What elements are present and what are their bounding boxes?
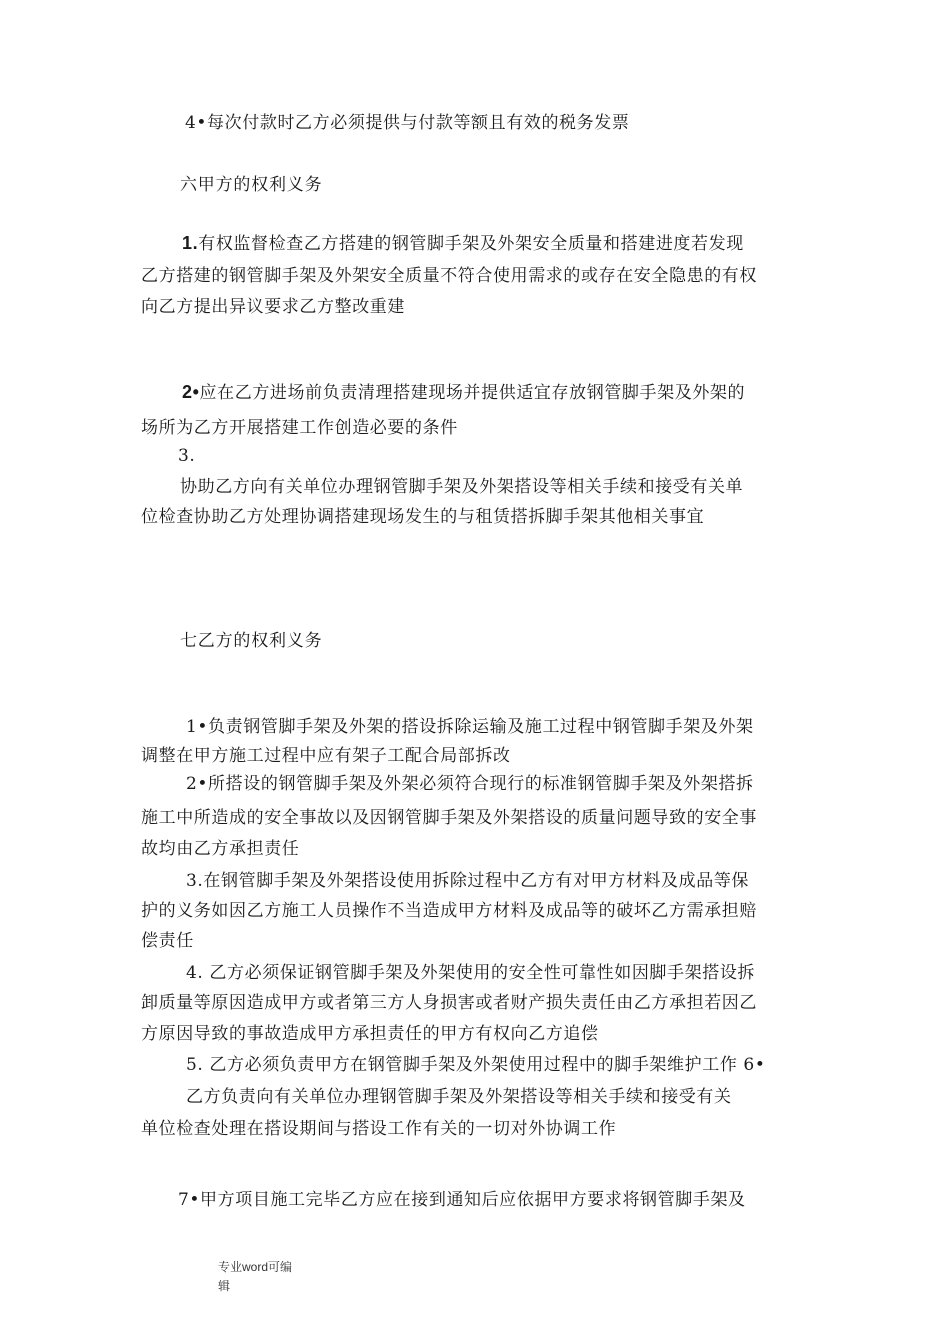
s6-item1-num: 1. xyxy=(182,233,199,253)
footer-line2: 辑 xyxy=(218,1279,231,1293)
s6-item2-line2: 场所为乙方开展搭建工作创造必要的条件 xyxy=(141,418,458,438)
s7-heading: 七乙方的权利义务 xyxy=(180,631,323,651)
s7-item4-line1: 4. 乙方必须保证钢管脚手架及外架使用的安全性可靠性如因脚手架搭设拆 xyxy=(186,963,756,983)
s7-item2-line1: 2•所搭设的钢管脚手架及外架必须符合现行的标准钢管脚手架及外架搭拆 xyxy=(186,774,754,794)
s7-item4-line3: 方原因导致的事故造成甲方承担责任的甲方有权向乙方追偿 xyxy=(141,1024,599,1044)
s6-heading: 六甲方的权利义务 xyxy=(180,175,323,195)
s7-item5: 5. 乙方必须负责甲方在钢管脚手架及外架使用过程中的脚手架维护工作 6• xyxy=(186,1055,766,1075)
s7-item6-line2: 单位检查处理在搭设期间与搭设工作有关的一切对外协调工作 xyxy=(141,1119,617,1139)
s6-item1-line2: 乙方搭建的钢管脚手架及外架安全质量不符合使用需求的或存在安全隐患的有权 xyxy=(141,266,757,286)
s7-item7: 7•甲方项目施工完毕乙方应在接到通知后应依据甲方要求将钢管脚手架及 xyxy=(178,1190,746,1210)
s6-item1-line3: 向乙方提出异议要求乙方整改重建 xyxy=(141,297,405,317)
s6-item3-line1: 协助乙方向有关单位办理钢管脚手架及外架搭设等相关手续和接受有关单 xyxy=(180,477,744,497)
s7-item1-line2: 调整在甲方施工过程中应有架子工配合局部拆改 xyxy=(141,746,511,766)
s7-item3-line1: 3.在钢管脚手架及外架搭设使用拆除过程中乙方有对甲方材料及成品等保 xyxy=(186,871,750,891)
s6-item2-line1: 2•应在乙方进场前负责清理搭建现场并提供适宜存放钢管脚手架及外架的 xyxy=(182,382,746,403)
s7-item3-line2: 护的义务如因乙方施工人员操作不当造成甲方材料及成品等的破坏乙方需承担赔 xyxy=(141,901,757,921)
s7-item1-line1: 1•负责钢管脚手架及外架的搭设拆除运输及施工过程中钢管脚手架及外架 xyxy=(186,717,754,737)
s5-item4: 4•每次付款时乙方必须提供与付款等额且有效的税务发票 xyxy=(185,113,630,133)
s7-item3-line3: 偿责任 xyxy=(141,931,194,951)
s7-item2-line2: 施工中所造成的安全事故以及因钢管脚手架及外架搭设的质量问题导致的安全事 xyxy=(141,808,757,828)
s6-item3-line2: 位检查协助乙方处理协调搭建现场发生的与租赁搭拆脚手架其他相关事宜 xyxy=(141,507,705,527)
s6-item1-line1: 1.有权监督检查乙方搭建的钢管脚手架及外架安全质量和搭建进度若发现 xyxy=(182,233,744,254)
footer-line1: 专业word可编 xyxy=(218,1260,293,1274)
s7-item6-line1: 乙方负责向有关单位办理钢管脚手架及外架搭设等相关手续和接受有关 xyxy=(186,1087,732,1107)
s6-item3-num: 3. xyxy=(178,446,196,466)
s7-item2-line3: 故均由乙方承担责任 xyxy=(141,839,300,859)
s6-item2-num: 2• xyxy=(182,382,200,402)
s7-item4-line2: 卸质量等原因造成甲方或者第三方人身损害或者财产损失责任由乙方承担若因乙 xyxy=(141,993,757,1013)
